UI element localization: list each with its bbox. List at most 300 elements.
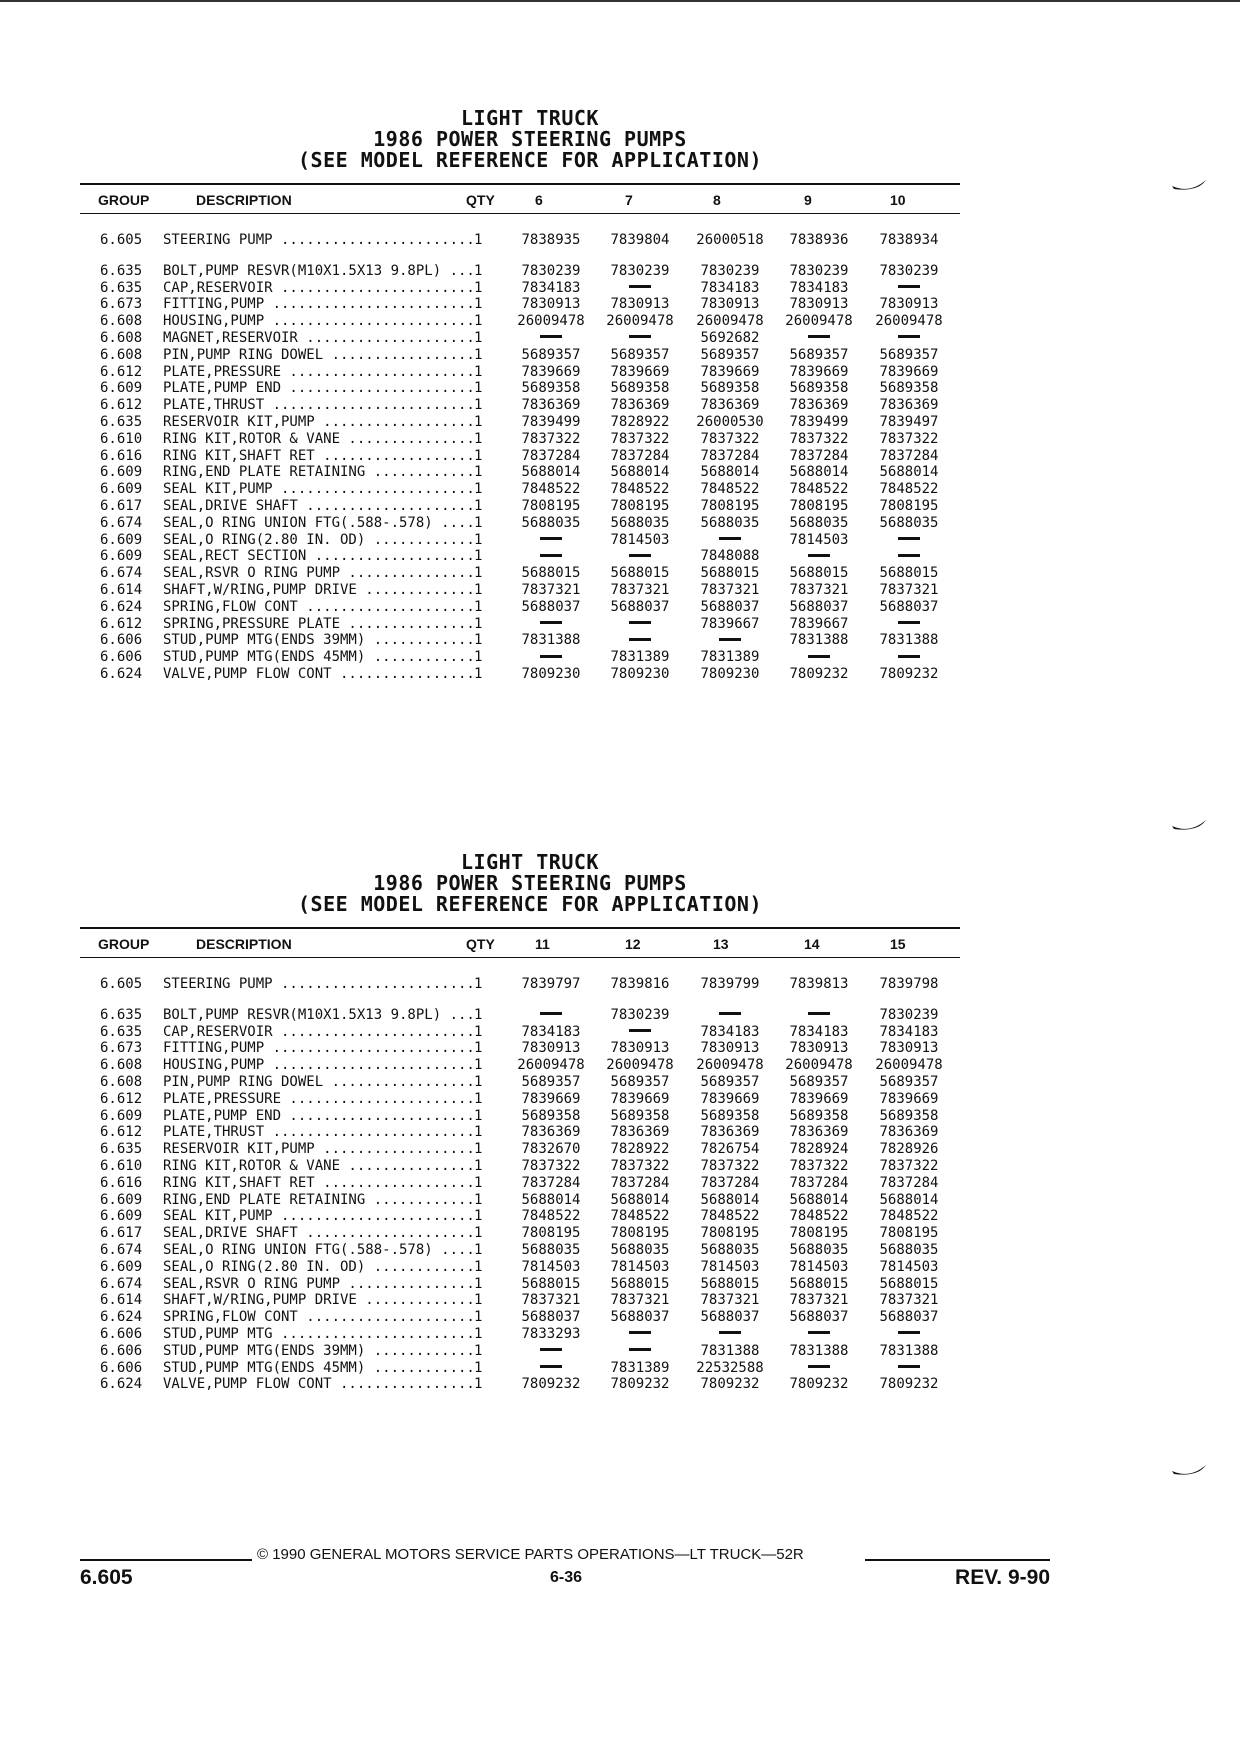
part-number-cell: 7828922 xyxy=(610,413,670,430)
part-number-cell xyxy=(685,1326,775,1343)
part-number-cell xyxy=(595,548,685,565)
not-applicable-dash xyxy=(719,537,741,540)
part-number-cell: 7837284 xyxy=(789,447,849,464)
group-cell: 6.673 xyxy=(100,1040,143,1057)
part-number-cell: 5688014 xyxy=(879,1191,939,1208)
part-number-cell: 7839667 xyxy=(700,615,760,632)
part-number-cell: 5689358 xyxy=(789,1107,849,1124)
table-row xyxy=(80,313,960,330)
qty-cell: 1 xyxy=(474,447,483,464)
qty-cell: 1 xyxy=(474,313,483,330)
part-number-cell: 7831388 xyxy=(789,1342,849,1359)
part-number-cell: 7808195 xyxy=(700,1225,760,1242)
table-row xyxy=(80,666,960,683)
part-number-cell: 7814503 xyxy=(521,1258,581,1275)
part-number-cell: 7848522 xyxy=(521,1208,581,1225)
table-row xyxy=(80,232,960,249)
part-number-cell: 7831388 xyxy=(879,1342,939,1359)
description-cell: PLATE,PRESSURE ...................... xyxy=(163,363,475,380)
group-cell: 6.614 xyxy=(100,581,143,598)
description-cell: PIN,PUMP RING DOWEL ................. xyxy=(163,1073,475,1090)
table-row xyxy=(80,1343,960,1360)
qty-cell: 1 xyxy=(474,1258,483,1275)
part-number-cell: 5688035 xyxy=(789,1241,849,1258)
part-number-cell: 5688014 xyxy=(879,464,939,481)
part-number-cell xyxy=(506,532,596,549)
description-cell: SEAL,O RING UNION FTG(.588-.578) .... xyxy=(163,514,475,531)
part-number-cell xyxy=(864,548,954,565)
description-cell: SEAL KIT,PUMP ....................... xyxy=(163,481,475,498)
part-number-cell: 7848522 xyxy=(610,481,670,498)
part-number-cell xyxy=(506,1360,596,1377)
part-number-cell: 5688037 xyxy=(789,598,849,615)
table-row xyxy=(80,1091,960,1108)
not-applicable-dash xyxy=(898,537,920,540)
part-number-cell: 7839669 xyxy=(789,1090,849,1107)
group-cell: 6.610 xyxy=(100,1157,143,1174)
part-number-cell: 5688015 xyxy=(610,565,670,582)
part-number-cell: 7837321 xyxy=(610,581,670,598)
table-row xyxy=(80,976,960,993)
not-applicable-dash xyxy=(898,554,920,557)
part-number-cell: 7837284 xyxy=(610,447,670,464)
description-cell: FITTING,PUMP ........................ xyxy=(163,1040,475,1057)
part-number-cell: 7837322 xyxy=(521,1157,581,1174)
part-number-cell: 26009478 xyxy=(696,313,764,330)
not-applicable-dash xyxy=(808,1331,830,1334)
part-number-cell: 5688037 xyxy=(610,598,670,615)
part-number-cell: 5689358 xyxy=(789,380,849,397)
part-number-cell: 5689357 xyxy=(700,346,760,363)
table-row xyxy=(80,296,960,313)
description-cell: SEAL,DRIVE SHAFT .................... xyxy=(163,497,475,514)
part-number-cell: 7808195 xyxy=(789,1225,849,1242)
part-number-cell: 7839669 xyxy=(700,363,760,380)
part-number-cell: 7837322 xyxy=(879,1157,939,1174)
group-cell: 6.624 xyxy=(100,1376,143,1393)
description-cell: VALVE,PUMP FLOW CONT ................ xyxy=(163,1376,475,1393)
page-footer xyxy=(80,1546,1050,1596)
part-number-cell: 7830913 xyxy=(610,1040,670,1057)
qty-cell: 1 xyxy=(474,464,483,481)
part-number-cell: 7830913 xyxy=(700,1040,760,1057)
part-number-cell: 7839499 xyxy=(789,413,849,430)
group-cell: 6.609 xyxy=(100,531,143,548)
footer-rule-right xyxy=(865,1559,1050,1561)
part-number-cell: 7839669 xyxy=(789,363,849,380)
part-number-cell: 5689357 xyxy=(879,346,939,363)
not-applicable-dash xyxy=(898,335,920,338)
part-number-cell: 7830239 xyxy=(610,1006,670,1023)
part-number-cell xyxy=(774,330,864,347)
not-applicable-dash xyxy=(629,1331,651,1334)
part-number-cell: 7834183 xyxy=(521,279,581,296)
qty-cell: 1 xyxy=(474,1124,483,1141)
part-number-cell: 7814503 xyxy=(789,531,849,548)
title-line: 1986 POWER STEERING PUMPS xyxy=(373,127,687,151)
part-number-cell: 7836369 xyxy=(700,1124,760,1141)
part-number-cell: 7831388 xyxy=(700,1342,760,1359)
part-number-cell xyxy=(774,1360,864,1377)
part-number-cell: 5688037 xyxy=(521,1309,581,1326)
part-number-cell: 26009478 xyxy=(875,313,943,330)
top-edge-rule xyxy=(0,0,1240,2)
title-line: (SEE MODEL REFERENCE FOR APPLICATION) xyxy=(297,148,763,172)
part-number-cell: 7839499 xyxy=(521,413,581,430)
part-number-cell: 7830239 xyxy=(789,262,849,279)
part-number-cell: 5688037 xyxy=(521,598,581,615)
part-number-cell: 7837322 xyxy=(610,1157,670,1174)
part-number-cell: 7848522 xyxy=(789,1208,849,1225)
table-row xyxy=(80,1074,960,1091)
table-row xyxy=(80,280,960,297)
part-number-cell: 5689358 xyxy=(700,1107,760,1124)
group-cell: 6.609 xyxy=(100,1258,143,1275)
part-number-cell: 7848522 xyxy=(700,481,760,498)
description-cell: CAP,RESERVOIR ....................... xyxy=(163,279,475,296)
group-cell: 6.606 xyxy=(100,1359,143,1376)
qty-cell: 1 xyxy=(474,1309,483,1326)
group-cell: 6.635 xyxy=(100,262,143,279)
group-cell: 6.608 xyxy=(100,313,143,330)
part-number-cell: 7848522 xyxy=(879,481,939,498)
not-applicable-dash xyxy=(898,655,920,658)
part-number-cell: 5689357 xyxy=(789,1073,849,1090)
description-cell: SHAFT,W/RING,PUMP DRIVE ............. xyxy=(163,581,475,598)
binder-mark-icon xyxy=(1172,1465,1206,1479)
table-row xyxy=(80,515,960,532)
table-row xyxy=(80,1242,960,1259)
part-number-cell: 7826754 xyxy=(700,1141,760,1158)
description-cell: STUD,PUMP MTG(ENDS 39MM) ............ xyxy=(163,632,475,649)
not-applicable-dash xyxy=(540,335,562,338)
description-cell: SEAL,RECT SECTION ................... xyxy=(163,548,475,565)
description-cell: RING KIT,ROTOR & VANE ............... xyxy=(163,1157,475,1174)
part-number-cell: 5688037 xyxy=(700,1309,760,1326)
part-number-cell: 5688015 xyxy=(879,565,939,582)
part-number-cell xyxy=(864,649,954,666)
description-cell: SEAL,DRIVE SHAFT .................... xyxy=(163,1225,475,1242)
part-number-cell: 5689358 xyxy=(610,380,670,397)
part-number-cell: 7831388 xyxy=(789,632,849,649)
table-row xyxy=(80,1376,960,1393)
group-cell: 6.609 xyxy=(100,380,143,397)
part-number-cell xyxy=(864,532,954,549)
part-number-cell xyxy=(595,330,685,347)
part-number-cell: 5688014 xyxy=(521,1191,581,1208)
group-cell: 6.617 xyxy=(100,497,143,514)
part-number-cell: 26009478 xyxy=(517,313,585,330)
part-number-cell: 5688015 xyxy=(879,1275,939,1292)
header-group: GROUP xyxy=(98,936,150,952)
qty-cell: 1 xyxy=(474,497,483,514)
part-number-cell: 7839804 xyxy=(610,232,670,248)
qty-cell: 1 xyxy=(474,1376,483,1393)
not-applicable-dash xyxy=(898,621,920,624)
part-number-cell: 7814503 xyxy=(879,1258,939,1275)
group-cell: 6.612 xyxy=(100,397,143,414)
not-applicable-dash xyxy=(808,655,830,658)
part-number-cell: 7831389 xyxy=(610,649,670,666)
header-column: 11 xyxy=(535,936,550,952)
header-qty: QTY xyxy=(466,192,495,208)
part-number-cell: 26009478 xyxy=(785,1057,853,1074)
part-number-cell: 7836369 xyxy=(879,397,939,414)
part-number-cell: 7809232 xyxy=(879,665,939,682)
qty-cell: 1 xyxy=(474,1023,483,1040)
group-cell: 6.608 xyxy=(100,1057,143,1074)
table-row xyxy=(80,599,960,616)
group-cell: 6.612 xyxy=(100,1090,143,1107)
table-row xyxy=(80,330,960,347)
part-number-cell: 7839669 xyxy=(521,363,581,380)
part-number-cell: 7830913 xyxy=(879,296,939,313)
group-cell: 6.674 xyxy=(100,565,143,582)
part-number-cell: 7836369 xyxy=(610,1124,670,1141)
part-number-cell xyxy=(864,280,954,297)
table-row xyxy=(80,1057,960,1074)
part-number-cell: 5688035 xyxy=(521,514,581,531)
part-number-cell: 5688015 xyxy=(700,1275,760,1292)
part-number-cell: 7837321 xyxy=(521,1292,581,1309)
part-number-cell: 7839669 xyxy=(700,1090,760,1107)
not-applicable-dash xyxy=(898,1365,920,1368)
part-number-cell: 7839798 xyxy=(879,976,939,992)
not-applicable-dash xyxy=(629,335,651,338)
part-number-cell: 7837284 xyxy=(700,1174,760,1191)
description-cell: SPRING,PRESSURE PLATE ............... xyxy=(163,615,475,632)
part-number-cell: 7834183 xyxy=(879,1023,939,1040)
part-number-cell: 7814503 xyxy=(610,531,670,548)
table-row xyxy=(80,1309,960,1326)
group-cell: 6.606 xyxy=(100,632,143,649)
description-cell: PLATE,PUMP END ...................... xyxy=(163,1107,475,1124)
part-number-cell: 5689357 xyxy=(610,1073,670,1090)
header-column: 9 xyxy=(804,192,812,208)
description-cell: BOLT,PUMP RESVR(M10X1.5X13 9.8PL) ... xyxy=(163,1006,475,1023)
group-cell: 6.609 xyxy=(100,1107,143,1124)
qty-cell: 1 xyxy=(474,1157,483,1174)
part-number-cell: 7837284 xyxy=(521,447,581,464)
qty-cell: 1 xyxy=(474,1208,483,1225)
header-column: 15 xyxy=(890,936,906,952)
part-number-cell: 7836369 xyxy=(700,397,760,414)
part-number-cell xyxy=(595,1024,685,1041)
table-row xyxy=(80,1124,960,1141)
part-number-cell xyxy=(595,632,685,649)
part-number-cell: 5688014 xyxy=(610,1191,670,1208)
header-column: 8 xyxy=(713,192,721,208)
binder-mark-icon xyxy=(1172,820,1206,834)
table-first-row xyxy=(80,976,960,993)
title-line: LIGHT TRUCK xyxy=(461,106,599,130)
part-number-cell: 5688015 xyxy=(610,1275,670,1292)
group-cell: 6.614 xyxy=(100,1292,143,1309)
table-row xyxy=(80,1007,960,1024)
qty-cell: 1 xyxy=(474,279,483,296)
part-number-cell: 7830239 xyxy=(700,262,760,279)
part-number-cell: 7837284 xyxy=(521,1174,581,1191)
description-cell: FITTING,PUMP ........................ xyxy=(163,296,475,313)
part-number-cell: 7837322 xyxy=(521,430,581,447)
part-number-cell: 7834183 xyxy=(521,1023,581,1040)
not-applicable-dash xyxy=(540,655,562,658)
part-number-cell: 7830913 xyxy=(879,1040,939,1057)
description-cell: PLATE,PRESSURE ...................... xyxy=(163,1090,475,1107)
qty-cell: 1 xyxy=(474,1090,483,1107)
qty-cell: 1 xyxy=(474,1073,483,1090)
qty-cell: 1 xyxy=(474,976,483,992)
table-row xyxy=(80,481,960,498)
not-applicable-dash xyxy=(808,554,830,557)
part-number-cell: 7831389 xyxy=(700,649,760,666)
part-number-cell: 7839669 xyxy=(610,1090,670,1107)
part-number-cell: 5688035 xyxy=(610,1241,670,1258)
part-number-cell: 26000530 xyxy=(696,413,764,430)
table-row xyxy=(80,565,960,582)
qty-cell: 1 xyxy=(474,1359,483,1376)
qty-cell: 1 xyxy=(474,380,483,397)
part-number-cell: 7836369 xyxy=(789,397,849,414)
qty-cell: 1 xyxy=(474,296,483,313)
group-cell: 6.612 xyxy=(100,615,143,632)
part-number-cell: 7809230 xyxy=(610,665,670,682)
part-number-cell: 7848522 xyxy=(789,481,849,498)
part-number-cell: 7836369 xyxy=(521,1124,581,1141)
part-number-cell: 7808195 xyxy=(610,1225,670,1242)
not-applicable-dash xyxy=(719,1331,741,1334)
qty-cell: 1 xyxy=(474,581,483,598)
part-number-cell: 7837321 xyxy=(521,581,581,598)
table-row xyxy=(80,1208,960,1225)
part-number-cell: 5688037 xyxy=(879,598,939,615)
part-number-cell: 7839669 xyxy=(610,363,670,380)
part-number-cell: 7836369 xyxy=(879,1124,939,1141)
part-number-cell: 7834183 xyxy=(789,279,849,296)
part-number-cell: 5688035 xyxy=(879,1241,939,1258)
part-number-cell: 5689357 xyxy=(521,346,581,363)
part-number-cell: 7837321 xyxy=(700,1292,760,1309)
part-number-cell: 5688014 xyxy=(610,464,670,481)
part-number-cell xyxy=(864,1326,954,1343)
part-number-cell: 7848522 xyxy=(879,1208,939,1225)
part-number-cell: 7832670 xyxy=(521,1141,581,1158)
group-cell: 6.616 xyxy=(100,1174,143,1191)
part-number-cell xyxy=(864,1360,954,1377)
table-first-row xyxy=(80,232,960,249)
qty-cell: 1 xyxy=(474,397,483,414)
description-cell: RING,END PLATE RETAINING ............ xyxy=(163,464,475,481)
table-row xyxy=(80,263,960,280)
binder-mark-icon xyxy=(1172,180,1206,194)
description-cell: STUD,PUMP MTG(ENDS 45MM) ............ xyxy=(163,649,475,666)
part-number-cell: 7837321 xyxy=(610,1292,670,1309)
part-number-cell: 7834183 xyxy=(789,1023,849,1040)
part-number-cell: 7837322 xyxy=(789,430,849,447)
part-number-cell: 26009478 xyxy=(785,313,853,330)
part-number-cell: 5689357 xyxy=(521,1073,581,1090)
qty-cell: 1 xyxy=(474,329,483,346)
not-applicable-dash xyxy=(629,1029,651,1032)
footer-copyright: © 1990 GENERAL MOTORS SERVICE PARTS OPERATIONS—LT TRUCK—52R xyxy=(257,1546,804,1563)
part-number-cell: 5688035 xyxy=(700,1241,760,1258)
qty-cell: 1 xyxy=(474,363,483,380)
table-title xyxy=(100,852,960,915)
part-number-cell: 7831389 xyxy=(610,1359,670,1376)
qty-cell: 1 xyxy=(474,649,483,666)
table-row xyxy=(80,1276,960,1293)
part-number-cell: 5688015 xyxy=(789,1275,849,1292)
qty-cell: 1 xyxy=(474,232,483,248)
part-number-cell: 7839797 xyxy=(521,976,581,992)
part-number-cell: 7837322 xyxy=(700,430,760,447)
qty-cell: 1 xyxy=(474,1107,483,1124)
description-cell: VALVE,PUMP FLOW CONT ................ xyxy=(163,665,475,682)
qty-cell: 1 xyxy=(474,1342,483,1359)
part-number-cell: 7839667 xyxy=(789,615,849,632)
description-cell: CAP,RESERVOIR ....................... xyxy=(163,1023,475,1040)
not-applicable-dash xyxy=(719,638,741,641)
part-number-cell: 7830239 xyxy=(610,262,670,279)
group-cell: 6.635 xyxy=(100,279,143,296)
footer-section-number: 6.605 xyxy=(80,1566,133,1589)
part-number-cell xyxy=(774,548,864,565)
qty-cell: 1 xyxy=(474,1275,483,1292)
part-number-cell xyxy=(774,1007,864,1024)
part-number-cell: 7830239 xyxy=(879,262,939,279)
part-number-cell: 7830913 xyxy=(789,296,849,313)
qty-cell: 1 xyxy=(474,665,483,682)
not-applicable-dash xyxy=(629,285,651,288)
part-number-cell: 5689358 xyxy=(700,380,760,397)
not-applicable-dash xyxy=(808,1012,830,1015)
description-cell: HOUSING,PUMP ........................ xyxy=(163,313,475,330)
description-cell: STEERING PUMP ....................... xyxy=(163,232,475,248)
part-number-cell: 7836369 xyxy=(789,1124,849,1141)
group-cell: 6.635 xyxy=(100,1141,143,1158)
not-applicable-dash xyxy=(629,638,651,641)
part-number-cell: 7839669 xyxy=(879,1090,939,1107)
part-number-cell: 7837284 xyxy=(789,1174,849,1191)
description-cell: STUD,PUMP MTG ....................... xyxy=(163,1325,475,1342)
part-number-cell: 7837321 xyxy=(879,1292,939,1309)
part-number-cell: 5688014 xyxy=(789,1191,849,1208)
table-row xyxy=(80,1108,960,1125)
part-number-cell: 5689358 xyxy=(879,1107,939,1124)
part-number-cell: 5689358 xyxy=(879,380,939,397)
group-cell: 6.608 xyxy=(100,346,143,363)
not-applicable-dash xyxy=(540,1348,562,1351)
qty-cell: 1 xyxy=(474,598,483,615)
group-cell: 6.673 xyxy=(100,296,143,313)
table-row xyxy=(80,464,960,481)
qty-cell: 1 xyxy=(474,1325,483,1342)
description-cell: SHAFT,W/RING,PUMP DRIVE ............. xyxy=(163,1292,475,1309)
group-cell: 6.606 xyxy=(100,1325,143,1342)
table-row xyxy=(80,448,960,465)
table-row xyxy=(80,1158,960,1175)
table-row xyxy=(80,1175,960,1192)
part-number-cell: 5688015 xyxy=(700,565,760,582)
description-cell: SPRING,FLOW CONT .................... xyxy=(163,598,475,615)
group-cell: 6.605 xyxy=(100,976,143,992)
header-description: DESCRIPTION xyxy=(196,936,292,952)
header-column: 14 xyxy=(804,936,820,952)
part-number-cell: 7809232 xyxy=(610,1376,670,1393)
group-cell: 6.616 xyxy=(100,447,143,464)
part-number-cell: 7828922 xyxy=(610,1141,670,1158)
group-cell: 6.635 xyxy=(100,1006,143,1023)
